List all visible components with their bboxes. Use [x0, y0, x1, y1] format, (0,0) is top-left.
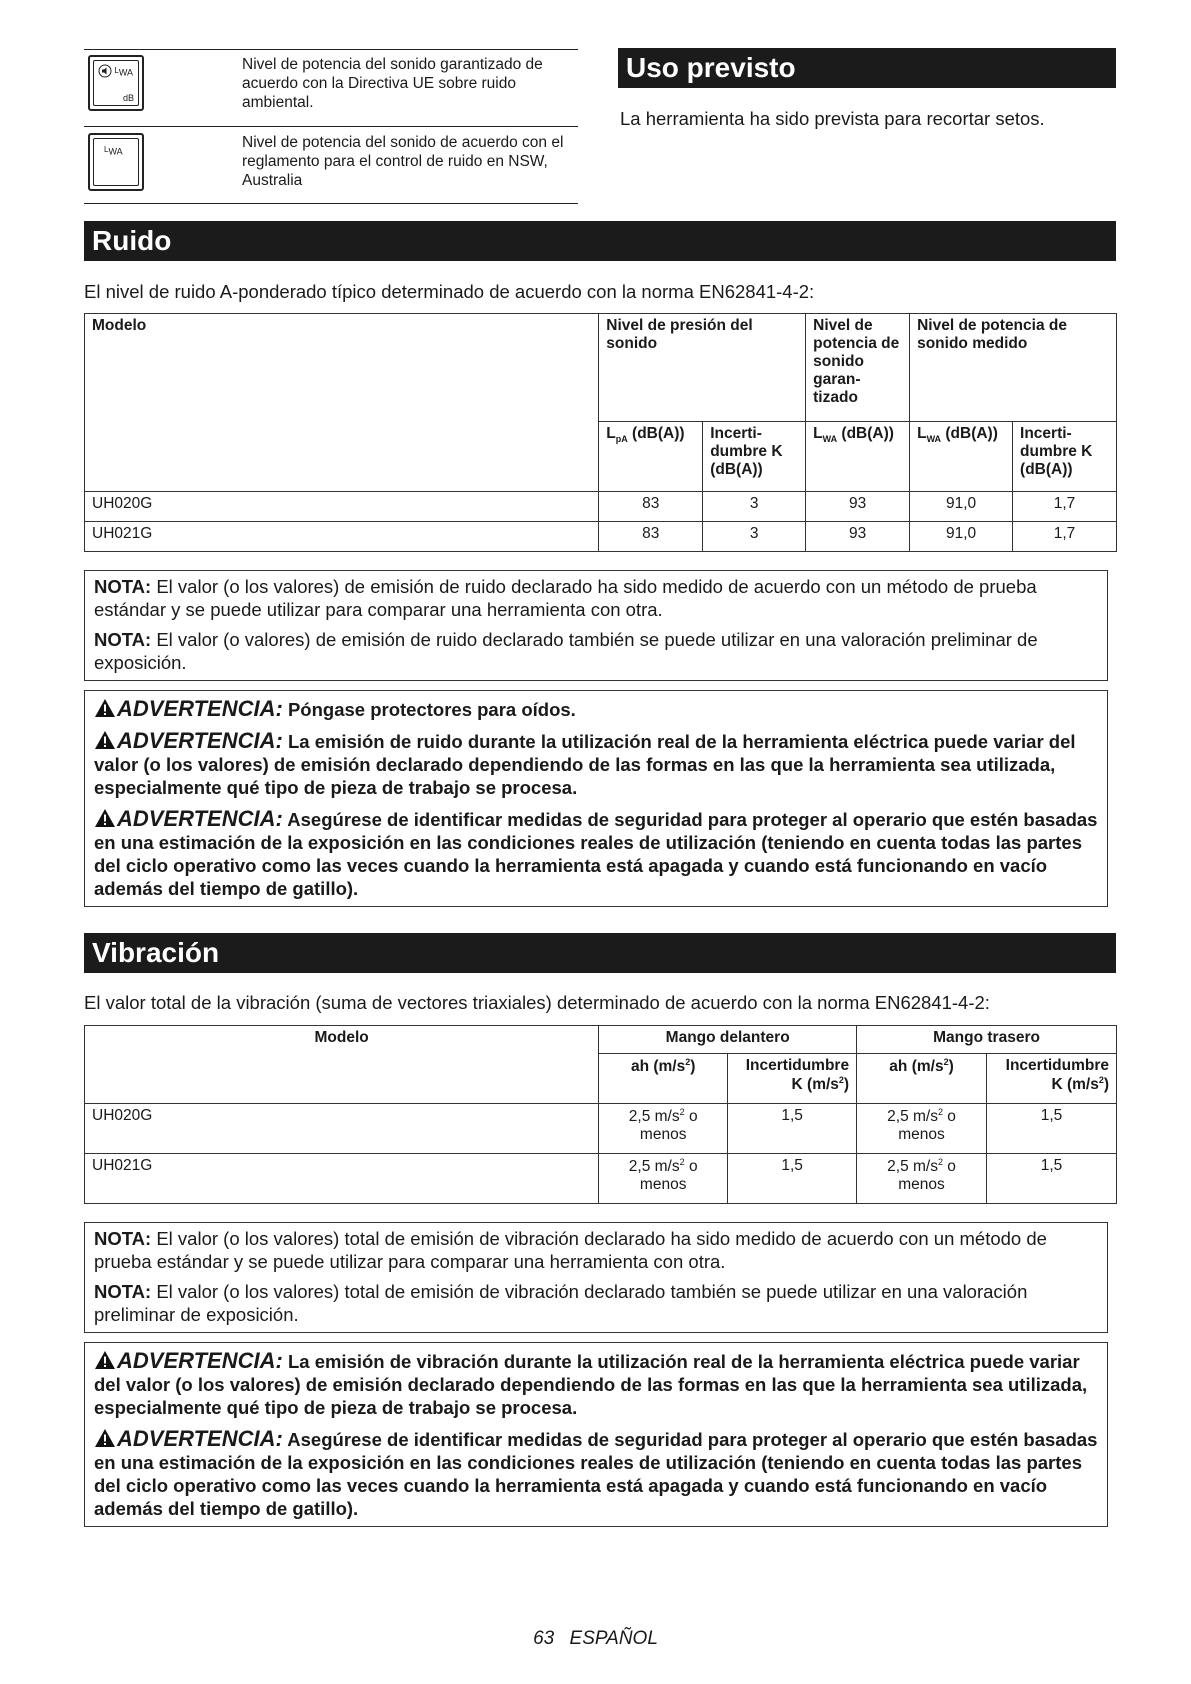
cell-model: UH020G [85, 492, 599, 522]
col-header-modelo: Modelo [85, 1026, 599, 1104]
vibracion-warnings [84, 1342, 1108, 1527]
ruido-intro: El nivel de ruido A-ponderado típico determinado de acuerdo con la norma EN62841-4-2: [84, 281, 815, 302]
lwa-symbol: $L_{WA}$ [104, 145, 123, 157]
footer-language: ESPAÑOL [569, 1628, 658, 1649]
table-row [85, 1104, 1117, 1154]
table-row [85, 522, 1117, 552]
warning: ADVERTENCIA: Asegúrese de identificar medidas de seguridad para proteger al operario que estén basadas en una estimación de la exposición en las condiciones reales de utilización (teniendo en cuenta todas las partes del ciclo operativo como las veces cuando la herramienta está apagada y cuando está funcionando en vacío además del tiempo de gatillo). [94, 1426, 1098, 1519]
col-header-incert-k2: Incerti-dumbre K (dB(A)) [1013, 422, 1117, 492]
cell-lpa: 83 [599, 522, 703, 552]
uso-previsto-text: La herramienta ha sido prevista para recortar setos. [620, 108, 1045, 129]
warning-triangle-icon [94, 808, 116, 828]
cell-model: UH021G [85, 1154, 599, 1204]
ruido-warnings [84, 690, 1108, 907]
cell-model: UH021G [85, 522, 599, 552]
warning-triangle-icon [94, 698, 116, 718]
cell-k-rear: 1,5 [986, 1154, 1116, 1204]
symbol-row-nsw [84, 133, 578, 191]
cell-model: UH020G [85, 1104, 599, 1154]
cell-k2: 1,7 [1013, 492, 1117, 522]
col-header-mango-trasero: Mango trasero [857, 1026, 1117, 1054]
warning-triangle-icon [94, 730, 116, 750]
note: NOTA: El valor (o los valores) de emisión de ruido declarado ha sido medido de acuerdo con un método de prueba estándar y se puede utilizar para comparar una herramienta con otra. [94, 576, 1037, 620]
col-header-lwa-medido: $L_{WA}$ (dB(A)) [910, 422, 1013, 492]
cell-lwa-g: 93 [806, 522, 910, 552]
lwa-symbol: $L_{WA}$ [114, 66, 133, 78]
page-number: 63 [533, 1628, 555, 1649]
cell-ah-front: 2,5 $m/s^2$ o menos [599, 1104, 728, 1154]
table-row [85, 492, 1117, 522]
cell-lpa: 83 [599, 492, 703, 522]
warning-triangle-icon [94, 1350, 116, 1370]
warning: ADVERTENCIA: La emisión de ruido durante la utilización real de la herramienta eléctrica puede variar del valor (o los valores) de emisión declarado dependiendo de las formas en las que la herramienta sea utilizada, especialmente qué tipo de pieza de trabajo se procesa. [94, 728, 1076, 798]
noise-table [84, 313, 1117, 552]
cell-ah-front: 2,5 $m/s^2$ o menos [599, 1154, 728, 1204]
sound-power-guaranteed-icon [88, 55, 144, 111]
ruido-notes [84, 570, 1108, 681]
col-header-incert-k: Incerti-dumbre K (dB(A)) [703, 422, 806, 492]
cell-k-rear: 1,5 [986, 1104, 1116, 1154]
col-header-incert: Incertidumbre K $(m/s^2)$ [728, 1054, 857, 1104]
col-header-incert2: Incertidumbre K $(m/s^2)$ [986, 1054, 1116, 1104]
symbol-row-guaranteed [84, 55, 578, 112]
vibracion-notes [84, 1222, 1108, 1333]
cell-k-front: 1,5 [728, 1104, 857, 1154]
cell-k-front: 1,5 [728, 1154, 857, 1204]
cell-lwa-g: 93 [806, 492, 910, 522]
section-title-ruido: Ruido [84, 221, 1116, 261]
section-title-uso-previsto: Uso previsto [618, 48, 1116, 88]
speaker-icon [98, 64, 112, 78]
col-header-garantizado: Nivel de potencia de sonido garan-tizado [806, 314, 910, 422]
page-footer [0, 1628, 1191, 1650]
db-symbol: dB [122, 93, 134, 103]
cell-k1: 3 [703, 522, 806, 552]
col-header-ah2: ah $(m/s^2)$ [857, 1054, 987, 1104]
warning: ADVERTENCIA: Asegúrese de identificar medidas de seguridad para proteger al operario que estén basadas en una estimación de la exposición en las condiciones reales de utilización (teniendo en cuenta todas las partes del ciclo operativo como las veces cuando la herramienta está apagada y cuando está funcionando en vacío además del tiempo de gatillo). [94, 806, 1098, 899]
warning: ADVERTENCIA: Póngase protectores para oídos. [94, 697, 1098, 721]
note: NOTA: El valor (o los valores) total de emisión de vibración declarado ha sido medido de acuerdo con un método de prueba estándar y se puede utilizar para comparar una herramienta con otra. [94, 1228, 1047, 1272]
cell-ah-rear: 2,5 $m/s^2$ o menos [857, 1154, 987, 1204]
vibration-table [84, 1025, 1117, 1204]
symbol-table-mid-rule [84, 126, 578, 127]
cell-lwa-m: 91,0 [910, 522, 1013, 552]
symbol-table-bottom-rule [84, 203, 578, 204]
cell-lwa-m: 91,0 [910, 492, 1013, 522]
table-row [85, 1154, 1117, 1204]
col-header-modelo: Modelo [85, 314, 599, 492]
cell-k1: 3 [703, 492, 806, 522]
section-title-vibracion: Vibración [84, 933, 1116, 973]
col-header-medido: Nivel de potencia de sonido medido [910, 314, 1117, 422]
cell-ah-rear: 2,5 $m/s^2$ o menos [857, 1104, 987, 1154]
col-header-ah: ah $(m/s^2)$ [599, 1054, 728, 1104]
col-header-presion: Nivel de presión del sonido [599, 314, 806, 422]
symbol-table-top-rule [84, 49, 578, 50]
col-header-mango-delantero: Mango delantero [599, 1026, 857, 1054]
warning: ADVERTENCIA: La emisión de vibración durante la utilización real de la herramienta eléctrica puede variar del valor (o los valores) de emisión declarado dependiendo de las formas en las que la herramienta sea utilizada, especialmente qué tipo de pieza de trabajo se procesa. [94, 1348, 1088, 1418]
col-header-lwa-garantizado: $L_{WA}$ (dB(A)) [806, 422, 910, 492]
note: NOTA: El valor (o los valores) total de emisión de vibración declarado también se puede utilizar en una valoración preliminar de exposición. [94, 1281, 1028, 1325]
cell-k2: 1,7 [1013, 522, 1117, 552]
symbol-description: Nivel de potencia del sonido garantizado de acuerdo con la Directiva UE sobre ruido ambiental. [242, 56, 543, 111]
note: NOTA: El valor (o valores) de emisión de ruido declarado también se puede utilizar en una valoración preliminar de exposición. [94, 629, 1038, 673]
col-header-lpa: $L_{pA}$ (dB(A)) [599, 422, 703, 492]
sound-power-nsw-icon [88, 133, 144, 191]
vibracion-intro: El valor total de la vibración (suma de vectores triaxiales) determinado de acuerdo con la norma EN62841-4-2: [84, 992, 990, 1013]
warning-triangle-icon [94, 1428, 116, 1448]
symbol-description: Nivel de potencia del sonido de acuerdo con el reglamento para el control de ruido en NSW, Australia [242, 134, 564, 189]
